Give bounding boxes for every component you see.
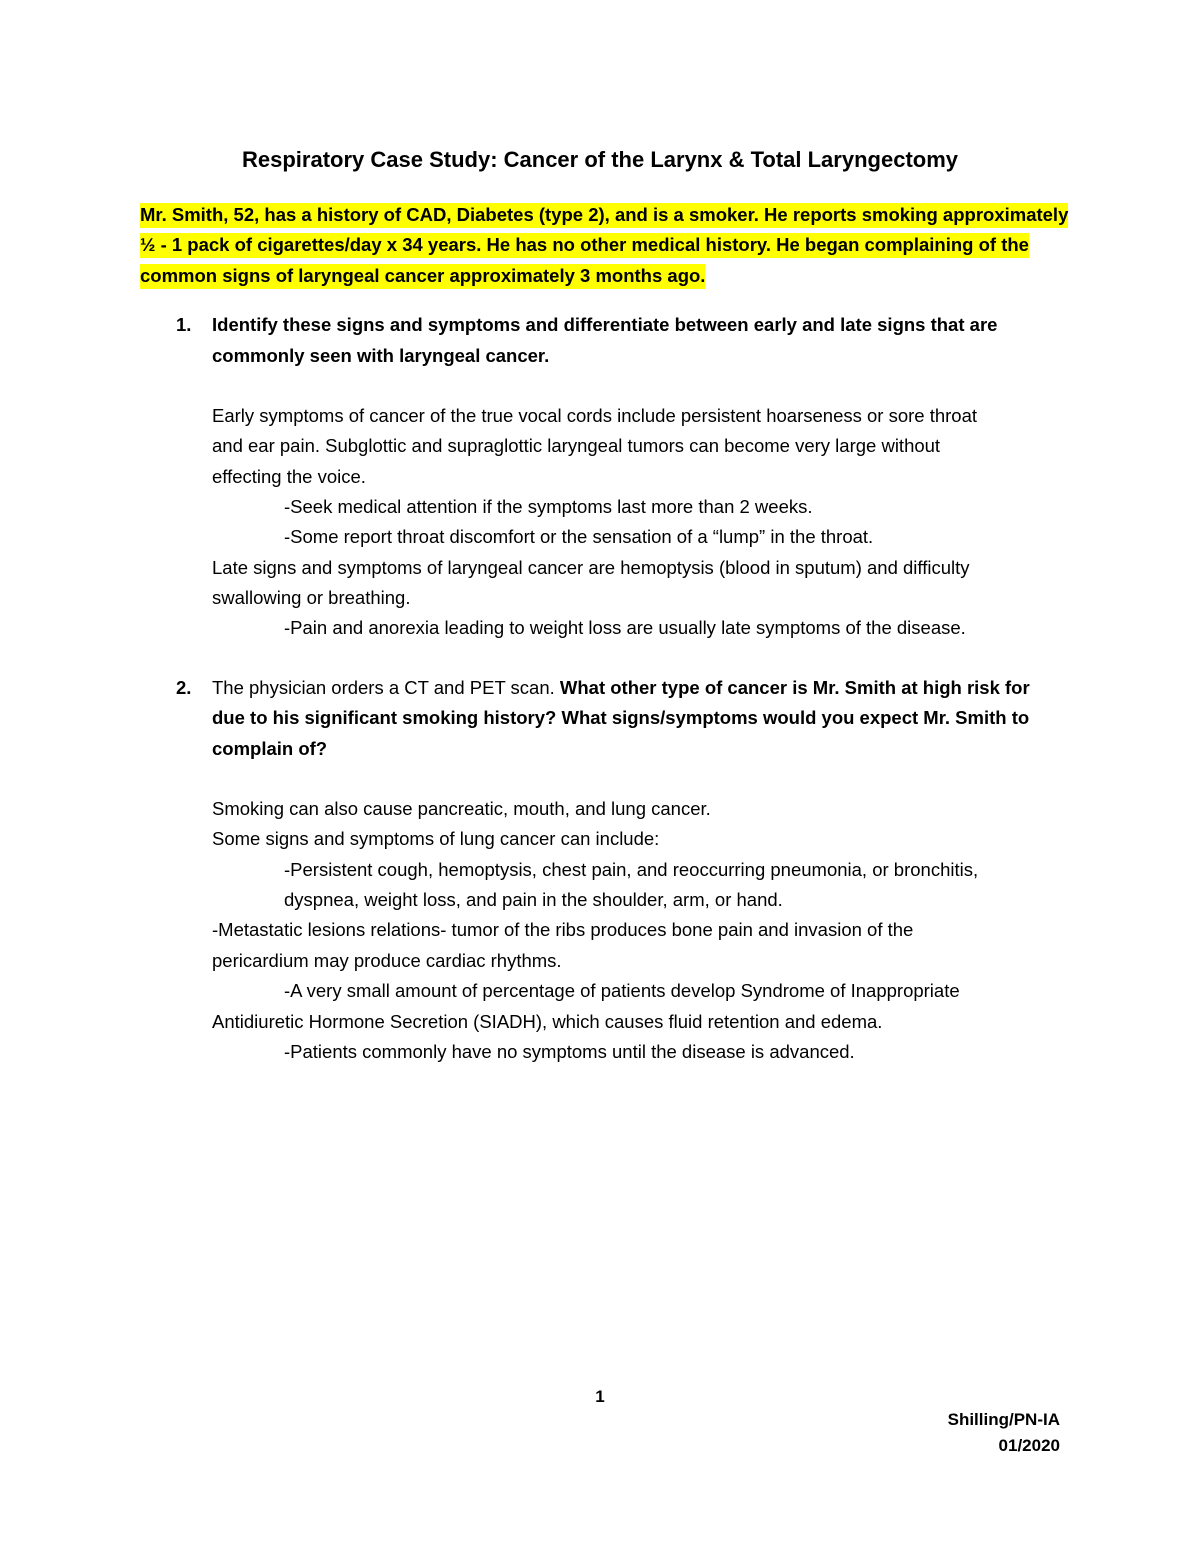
answer-2-line-2: Some signs and symptoms of lung cancer can include: [212,828,660,849]
question-1-line-2: commonly seen with laryngeal cancer. [212,345,550,366]
answer-1-line-7: swallowing or breathing. [212,587,411,608]
question-2-line-2: due to his significant smoking history? What signs/symptoms would you expect Mr. Smith to [212,707,1030,728]
document-title: Respiratory Case Study: Cancer of the Larynx & Total Laryngectomy [242,147,958,172]
question-2-line-3: complain of? [212,738,328,759]
answer-1-line-2: and ear pain. Subglottic and supraglottic laryngeal tumors can become very large without [212,435,941,456]
answer-2-line-6: pericardium may produce cardiac rhythms. [212,950,562,971]
intro-paragraph [140,203,1068,227]
answer-2-line-4: dyspnea, weight loss, and pain in the shoulder, arm, or hand. [284,889,783,910]
footer-author: Shilling/PN-IA [947,1410,1060,1429]
answer-2-line-8: Antidiuretic Hormone Secretion (SIADH), which causes fluid retention and edema. [212,1011,883,1032]
intro-line-2: ½ - 1 pack of cigarettes/day x 34 years. He has no other medical history. He began complaining of the [140,233,1029,258]
answer-1-line-8: -Pain and anorexia leading to weight loss are usually late symptoms of the disease. [284,617,966,638]
answer-1-line-5: -Some report throat discomfort or the sensation of a “lump” in the throat. [284,526,874,547]
answer-1-line-1: Early symptoms of cancer of the true vocal cords include persistent hoarseness or sore throat [212,405,978,426]
question-1-line-1: Identify these signs and symptoms and differentiate between early and late signs that are [212,314,998,335]
answer-2-line-1: Smoking can also cause pancreatic, mouth, and lung cancer. [212,798,711,819]
intro-line-3: common signs of laryngeal cancer approximately 3 months ago. [140,264,705,289]
answer-1-line-4: -Seek medical attention if the symptoms last more than 2 weeks. [284,496,813,517]
question-1-number: 1. [176,314,192,335]
answer-2-line-5: -Metastatic lesions relations- tumor of the ribs produces bone pain and invasion of the [212,919,914,940]
page-number: 1 [595,1387,605,1406]
answer-1-line-3: effecting the voice. [212,466,366,487]
answer-1-line-6: Late signs and symptoms of laryngeal cancer are hemoptysis (blood in sputum) and difficulty [212,557,970,578]
footer-date: 01/2020 [998,1436,1060,1455]
answer-2-line-3: -Persistent cough, hemoptysis, chest pain, and reoccurring pneumonia, or bronchitis, [284,859,979,880]
question-2-plain: The physician orders a CT and PET scan. [212,677,560,698]
question-2-line-1 [212,676,1030,700]
answer-2-line-7: -A very small amount of percentage of patients develop Syndrome of Inappropriate [284,980,960,1001]
answer-2-line-9: -Patients commonly have no symptoms until the disease is advanced. [284,1041,855,1062]
intro-line-1: Mr. Smith, 52, has a history of CAD, Diabetes (type 2), and is a smoker. He reports smoking approximately [140,203,1068,228]
question-2-number: 2. [176,677,192,698]
question-2-bold-1: What other type of cancer is Mr. Smith at high risk for [559,677,1030,698]
